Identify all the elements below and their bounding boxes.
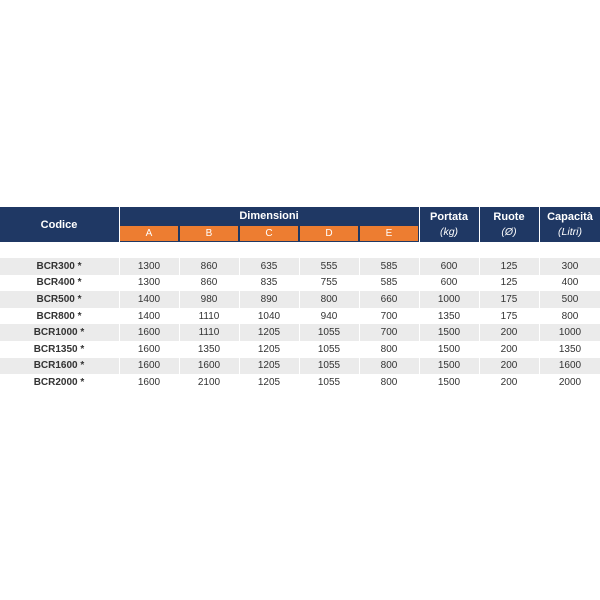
column-divider	[239, 358, 240, 375]
row-cell: 1055	[317, 327, 341, 339]
row-cell: 1600	[137, 360, 161, 372]
row-cell: 755	[320, 277, 338, 289]
column-divider	[479, 374, 480, 391]
column-divider	[179, 275, 180, 292]
row-cell: 1205	[257, 327, 281, 339]
row-cell: 835	[260, 277, 278, 289]
header-portata	[420, 207, 478, 242]
row-cell: 600	[440, 277, 458, 289]
header-dim-a: A	[120, 226, 178, 241]
header-divider	[479, 207, 480, 242]
column-divider	[119, 358, 120, 375]
header-dim-b: B	[180, 226, 238, 241]
row-cell: 1600	[137, 343, 161, 355]
column-divider	[239, 275, 240, 292]
column-divider	[479, 358, 480, 375]
column-divider	[299, 341, 300, 358]
table-row	[0, 308, 600, 325]
product-table	[0, 207, 600, 391]
header-capacita	[540, 207, 600, 242]
column-divider	[419, 324, 420, 341]
column-divider	[539, 308, 540, 325]
row-cell: 175	[500, 293, 518, 305]
row-cell: 1350	[437, 310, 461, 322]
column-divider	[419, 341, 420, 358]
row-cell: 555	[320, 260, 338, 272]
row-cell: 860	[200, 277, 218, 289]
column-divider	[179, 258, 180, 275]
column-divider	[419, 258, 420, 275]
column-divider	[359, 358, 360, 375]
column-divider	[359, 308, 360, 325]
column-divider	[119, 308, 120, 325]
column-divider	[299, 324, 300, 341]
column-divider	[539, 275, 540, 292]
row-cell: 200	[500, 376, 518, 388]
row-cell: 600	[440, 260, 458, 272]
row-cell: 700	[380, 310, 398, 322]
row-cell: 980	[200, 293, 218, 305]
column-divider	[359, 291, 360, 308]
column-divider	[179, 374, 180, 391]
column-divider	[119, 324, 120, 341]
column-divider	[239, 324, 240, 341]
table-row	[0, 324, 600, 341]
column-divider	[539, 258, 540, 275]
row-cell: 940	[320, 310, 338, 322]
table-row	[0, 358, 600, 375]
row-cell: 800	[320, 293, 338, 305]
column-divider	[479, 275, 480, 292]
row-cell: 585	[380, 260, 398, 272]
column-divider	[539, 341, 540, 358]
row-cell: 200	[500, 343, 518, 355]
column-divider	[119, 291, 120, 308]
row-cell: 1055	[317, 343, 341, 355]
column-divider	[539, 374, 540, 391]
header-capacita-label: Capacità	[547, 210, 593, 223]
row-cell: 1600	[558, 360, 582, 372]
column-divider	[299, 258, 300, 275]
column-divider	[419, 358, 420, 375]
column-divider	[479, 324, 480, 341]
column-divider	[419, 291, 420, 308]
row-cell: 1205	[257, 360, 281, 372]
header-ruote-unit: (Ø)	[501, 225, 517, 238]
row-cell: 700	[380, 327, 398, 339]
column-divider	[539, 291, 540, 308]
row-cell: 800	[380, 376, 398, 388]
row-cell: 660	[380, 293, 398, 305]
column-divider	[119, 275, 120, 292]
row-cell: 1300	[137, 260, 161, 272]
table-row	[0, 275, 600, 292]
row-cell: 1110	[198, 310, 220, 322]
header-gap	[0, 242, 600, 258]
row-code: BCR1350 *	[33, 343, 85, 355]
header-codice: Codice	[40, 218, 78, 231]
row-cell: 585	[380, 277, 398, 289]
column-divider	[479, 308, 480, 325]
header-portata-unit: (kg)	[439, 225, 459, 238]
table-row	[0, 258, 600, 275]
row-cell: 1600	[197, 360, 221, 372]
column-divider	[179, 341, 180, 358]
column-divider	[179, 358, 180, 375]
row-cell: 1600	[137, 376, 161, 388]
row-cell: 125	[500, 260, 518, 272]
column-divider	[119, 258, 120, 275]
row-cell: 200	[500, 360, 518, 372]
column-divider	[299, 374, 300, 391]
column-divider	[179, 308, 180, 325]
column-divider	[479, 291, 480, 308]
table-header	[0, 207, 600, 242]
header-dimensioni: Dimensioni	[239, 210, 299, 222]
table-body	[0, 258, 600, 391]
column-divider	[239, 341, 240, 358]
column-divider	[539, 358, 540, 375]
row-cell: 1500	[437, 376, 461, 388]
header-capacita-unit: (Litri)	[558, 225, 582, 238]
row-cell: 1205	[257, 376, 281, 388]
row-cell: 200	[500, 327, 518, 339]
row-cell: 500	[561, 293, 579, 305]
table-row	[0, 341, 600, 358]
row-cell: 635	[260, 260, 278, 272]
row-cell: 890	[260, 293, 278, 305]
header-dim-c: C	[240, 226, 298, 241]
row-cell: 1110	[198, 327, 220, 339]
row-code: BCR300 *	[36, 260, 82, 272]
row-cell: 300	[561, 260, 579, 272]
column-divider	[359, 374, 360, 391]
header-ruote-label: Ruote	[493, 210, 525, 223]
column-divider	[299, 275, 300, 292]
row-cell: 1300	[137, 277, 161, 289]
row-cell: 1400	[137, 293, 161, 305]
header-ruote	[480, 207, 538, 242]
row-cell: 1055	[317, 360, 341, 372]
header-divider	[539, 207, 540, 242]
row-cell: 800	[561, 310, 579, 322]
row-cell: 1350	[558, 343, 582, 355]
column-divider	[299, 291, 300, 308]
row-cell: 1600	[137, 327, 161, 339]
row-code: BCR800 *	[36, 310, 82, 322]
column-divider	[239, 374, 240, 391]
column-divider	[239, 291, 240, 308]
row-code: BCR500 *	[36, 293, 82, 305]
column-divider	[539, 324, 540, 341]
column-divider	[359, 275, 360, 292]
row-code: BCR400 *	[36, 277, 82, 289]
row-cell: 860	[200, 260, 218, 272]
column-divider	[359, 324, 360, 341]
column-divider	[359, 258, 360, 275]
column-divider	[119, 341, 120, 358]
table-row	[0, 374, 600, 391]
row-cell: 2100	[197, 376, 221, 388]
row-cell: 400	[561, 277, 579, 289]
row-code: BCR1600 *	[33, 360, 85, 372]
row-code: BCR2000 *	[33, 376, 85, 388]
column-divider	[179, 291, 180, 308]
column-divider	[179, 324, 180, 341]
header-divider	[419, 207, 420, 242]
row-cell: 1500	[437, 327, 461, 339]
column-divider	[119, 374, 120, 391]
row-cell: 1500	[437, 343, 461, 355]
column-divider	[299, 308, 300, 325]
row-cell: 1500	[437, 360, 461, 372]
column-divider	[419, 308, 420, 325]
column-divider	[419, 275, 420, 292]
column-divider	[239, 308, 240, 325]
row-cell: 800	[380, 360, 398, 372]
column-divider	[239, 258, 240, 275]
row-cell: 175	[500, 310, 518, 322]
row-cell: 1000	[437, 293, 461, 305]
row-cell: 1040	[257, 310, 281, 322]
column-divider	[479, 258, 480, 275]
row-code: BCR1000 *	[33, 327, 85, 339]
table-row	[0, 291, 600, 308]
header-dim-d: D	[300, 226, 358, 241]
column-divider	[299, 358, 300, 375]
row-cell: 1400	[137, 310, 161, 322]
header-dim-e: E	[360, 226, 418, 241]
row-cell: 2000	[558, 376, 582, 388]
row-cell: 800	[380, 343, 398, 355]
row-cell: 1350	[197, 343, 221, 355]
header-portata-label: Portata	[430, 210, 468, 223]
column-divider	[419, 374, 420, 391]
row-cell: 125	[500, 277, 518, 289]
column-divider	[359, 341, 360, 358]
header-divider	[119, 207, 120, 242]
row-cell: 1205	[257, 343, 281, 355]
row-cell: 1000	[558, 327, 582, 339]
column-divider	[479, 341, 480, 358]
row-cell: 1055	[317, 376, 341, 388]
